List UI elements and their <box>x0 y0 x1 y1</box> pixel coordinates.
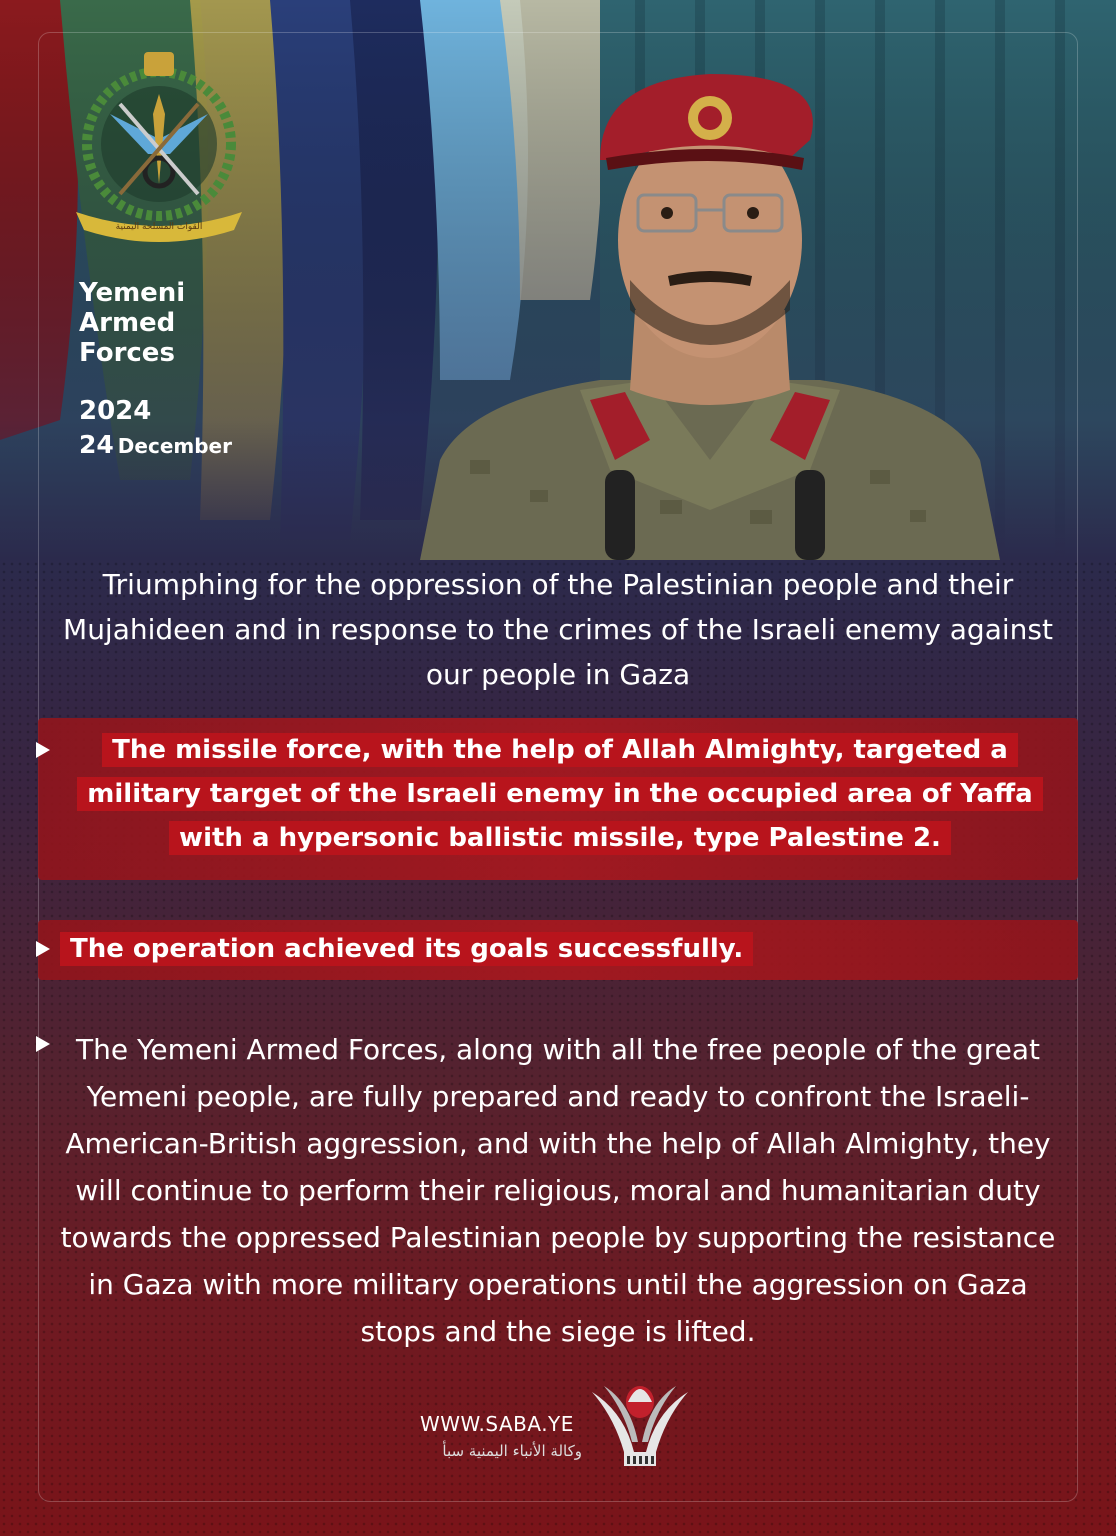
date <box>79 430 232 459</box>
org-line-3: Forces <box>79 338 175 368</box>
highlight-1-line-2: military target of the Israeli enemy in the occupied area of Yaffa <box>77 777 1042 811</box>
highlight-2-text <box>60 927 760 971</box>
date-month: December <box>117 434 232 458</box>
year: 2024 <box>79 396 152 426</box>
svg-text:القوات المسلحة اليمنية: القوات المسلحة اليمنية <box>115 222 203 232</box>
highlight-1-line-1: The missile force, with the help of Allah Almighty, targeted a <box>102 733 1018 767</box>
org-line-2: Armed <box>79 308 176 338</box>
saba-url: WWW.SABA.YE <box>420 1412 574 1436</box>
saba-agency-name: وكالة الأنباء اليمنية سبأ <box>442 1442 582 1460</box>
spokesman-portrait <box>410 40 1010 560</box>
date-day: 24 <box>79 430 114 459</box>
saba-logo <box>584 1372 696 1472</box>
highlight-1-line-3: with a hypersonic ballistic missile, type Palestine 2. <box>169 821 951 855</box>
bullet-icon <box>36 1036 50 1052</box>
org-line-1: Yemeni <box>79 278 186 308</box>
bullet-icon <box>36 742 50 758</box>
armed-forces-emblem <box>70 44 248 244</box>
statement-text: The Yemeni Armed Forces, along with all the free people of the great Yemeni people, are fully prepared and ready to confront the Israeli-American-British aggression, and with the help of Allah Almighty, they will continue to perform their religious, moral and humanitarian duty towards the oppressed Palestinian people by supporting the resistance in Gaza with more military operations until the aggression on Gaza stops and the siege is lifted. <box>60 1033 1056 1348</box>
organization-name <box>79 278 185 368</box>
highlight-2-line-1: The operation achieved its goals successfully. <box>60 932 753 966</box>
bullet-icon <box>36 941 50 957</box>
highlight-1-text <box>60 728 1060 860</box>
intro-text: Triumphing for the oppression of the Palestinian people and their Mujahideen and in response to the crimes of the Israeli enemy against our people in Gaza <box>63 568 1053 691</box>
